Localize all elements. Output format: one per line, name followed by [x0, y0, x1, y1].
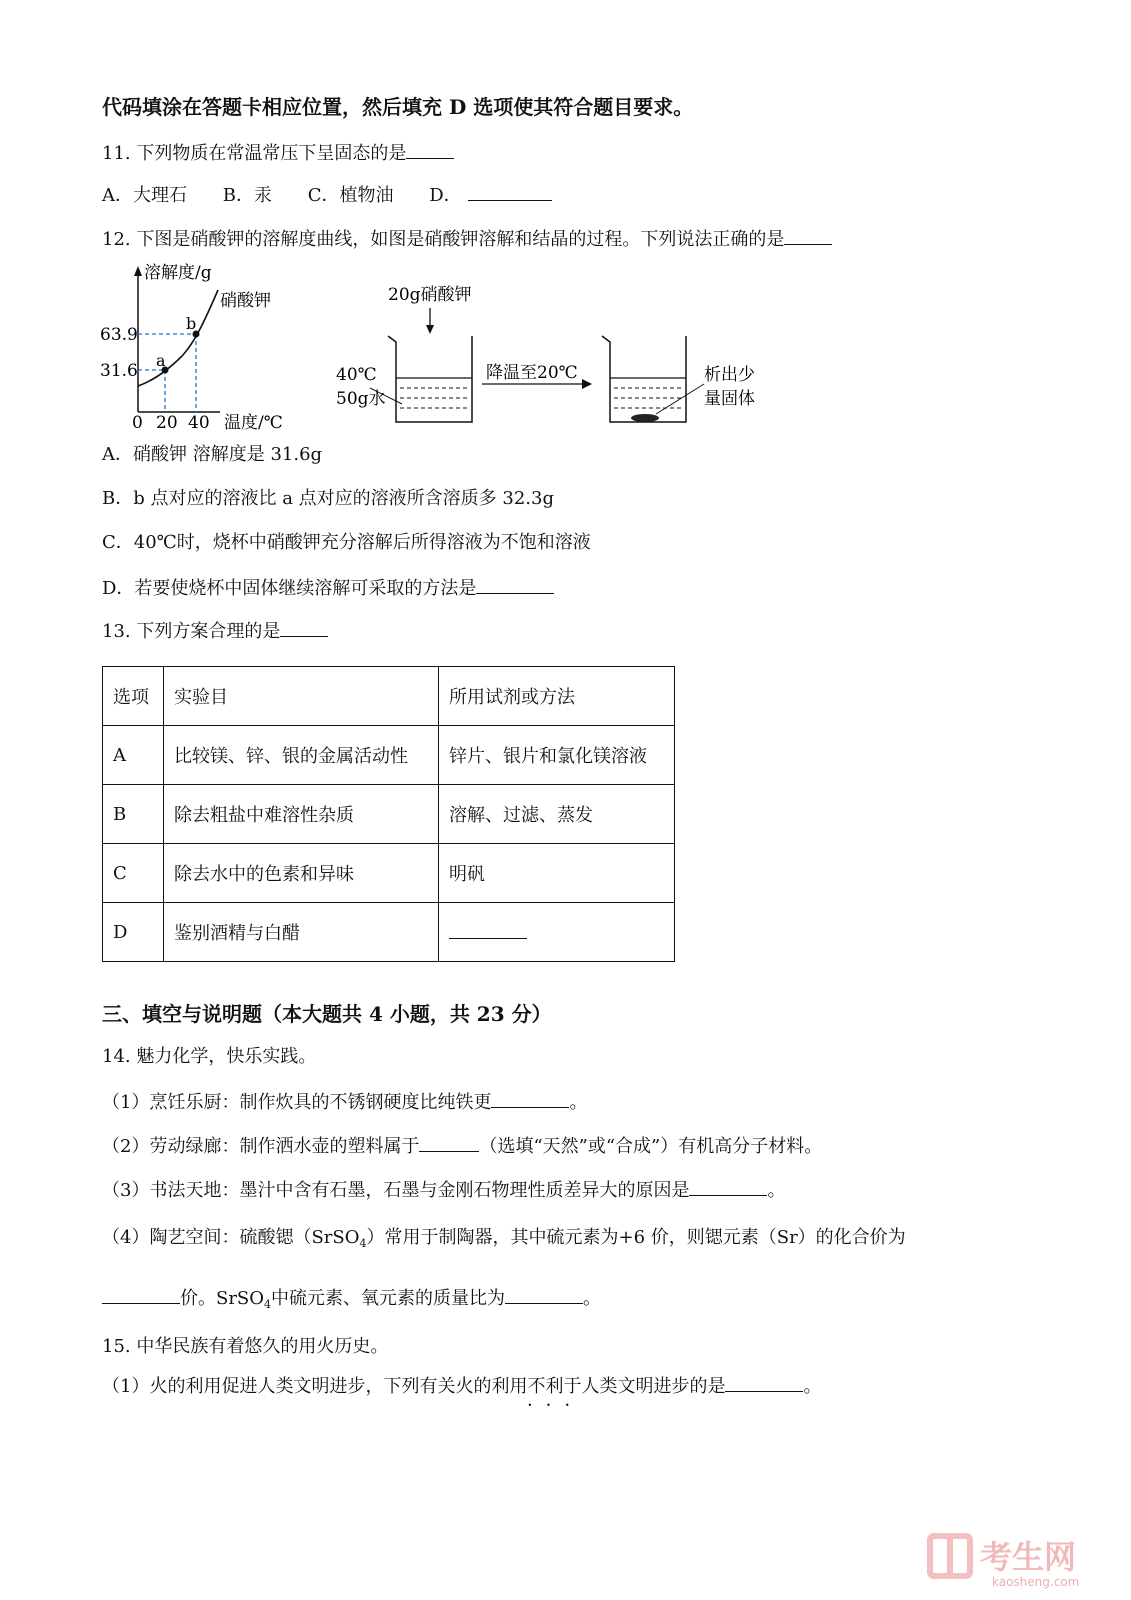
- header-method: 所用试剂或方法: [439, 667, 675, 726]
- beaker-2-water: [614, 388, 682, 408]
- q14-stem: 14. 魅力化学，快乐实践。: [102, 1046, 317, 1067]
- y-axis-label: 溶解度/g: [144, 263, 212, 283]
- process-arrow-head: [582, 379, 592, 389]
- q12-option-b: B．b 点对应的溶液比 a 点对应的溶液所含溶质多 32.3g: [102, 488, 554, 509]
- instruction-text: 代码填涂在答题卡相应位置，然后填充 D 选项使其符合题目要求。: [102, 95, 694, 119]
- q15-part-1: （1）火的利用促进人类文明进步，下列有关火的利用不利于 •••人类文明进步的是 。: [102, 1373, 821, 1399]
- q13-table: [102, 666, 675, 962]
- q11-options: [102, 182, 552, 208]
- table-header-row: [103, 667, 675, 726]
- q14-part-4-cont: 价。SrSO$_4$中硫元素、氧元素的质量比为 。: [102, 1285, 601, 1317]
- x-tick-40: 40: [188, 413, 210, 433]
- point-a-label: a: [156, 351, 166, 370]
- q11-stem: 11. 下列物质在常温常压下呈固态的是: [102, 140, 454, 166]
- process-label: 降温至20℃: [486, 363, 578, 383]
- watermark-url: kaosheng.com: [992, 1575, 1080, 1589]
- q11-option-b: B．汞: [222, 185, 272, 206]
- q12-option-a: A．硝酸钾 溶解度是 31.6g: [102, 444, 323, 465]
- header-purpose: 实验目: [164, 667, 439, 726]
- watermark-logo: [930, 1530, 1120, 1590]
- q13-stem: 13. 下列方案合理的是: [102, 618, 328, 644]
- result-label-2: 量固体: [704, 389, 755, 409]
- q12-figure: [100, 262, 755, 434]
- q12-stem: 12. 下图是硝酸钾的溶解度曲线，如图是硝酸钾溶解和结晶的过程。下列说法正确的是: [102, 226, 832, 252]
- table-row: C 除去水中的色素和异味 明矾: [103, 844, 675, 903]
- emphasis-text: 不利于 •••: [527, 1376, 581, 1397]
- beaker-1: [388, 336, 472, 422]
- x-tick-0: 0: [132, 413, 143, 433]
- add-arrow-head: [426, 325, 434, 334]
- q14-part-2: （2）劳动绿廊：制作洒水壶的塑料属于 （选填“天然”或“合成”）有机高分子材料。: [102, 1133, 822, 1159]
- beaker-2: [602, 336, 686, 422]
- q12-option-d: D．若要使烧杯中固体继续溶解可采取的方法是: [102, 575, 554, 601]
- x-tick-20: 20: [156, 413, 178, 433]
- y-axis-arrow: [134, 266, 142, 276]
- formula-srso4: SrSO$_4$: [311, 1227, 367, 1250]
- table-row: B 除去粗盐中难溶性杂质 溶解、过滤、蒸发: [103, 785, 675, 844]
- solubility-curve: [138, 290, 218, 386]
- q11-option-d: D．: [429, 185, 462, 206]
- q13-d-blank-cell: [439, 903, 675, 962]
- y-tick-31-6: 31.6: [100, 361, 138, 381]
- header-option: 选项: [103, 667, 164, 726]
- point-b-label: b: [186, 314, 197, 333]
- y-tick-63-9: 63.9: [100, 325, 138, 345]
- beaker-temp-label: 40℃: [336, 365, 377, 385]
- precipitate: [631, 414, 659, 422]
- watermark-cn: 考生网: [980, 1538, 1077, 1576]
- q11-option-c: C．植物油: [307, 185, 394, 206]
- section-3-heading: 三、填空与说明题（本大题共 4 小题，共 23 分）: [102, 1002, 552, 1026]
- added-label: 20g硝酸钾: [388, 285, 472, 305]
- q12-option-c: C．40℃时，烧杯中硝酸钾充分溶解后所得溶液为不饱和溶液: [102, 532, 591, 553]
- q14-part-1: （1）烹饪乐厨：制作炊具的不锈钢硬度比纯铁更 。: [102, 1089, 587, 1115]
- result-label-1: 析出少: [704, 365, 755, 385]
- curve-label: 硝酸钾: [220, 291, 271, 311]
- q11-option-a: A．大理石: [102, 185, 187, 206]
- table-row: D 鉴别酒精与白醋: [103, 903, 675, 962]
- beaker-1-water: [400, 388, 468, 408]
- q15-stem: 15. 中华民族有着悠久的用火历史。: [102, 1336, 389, 1357]
- beaker-water-label: 50g水: [336, 389, 386, 409]
- formula-srso4-2: SrSO$_4$: [216, 1288, 272, 1311]
- x-axis-label: 温度/℃: [224, 413, 283, 433]
- q14-part-4: （4）陶艺空间：硫酸锶（SrSO$_4$）常用于制陶器，其中硫元素为+6 价，则锶元素（Sr）的化合价为: [102, 1227, 906, 1250]
- table-row: A 比较镁、锌、银的金属活动性 锌片、银片和氯化镁溶液: [103, 726, 675, 785]
- q14-part-3: （3）书法天地：墨汁中含有石墨，石墨与金刚石物理性质差异大的原因是 。: [102, 1177, 785, 1203]
